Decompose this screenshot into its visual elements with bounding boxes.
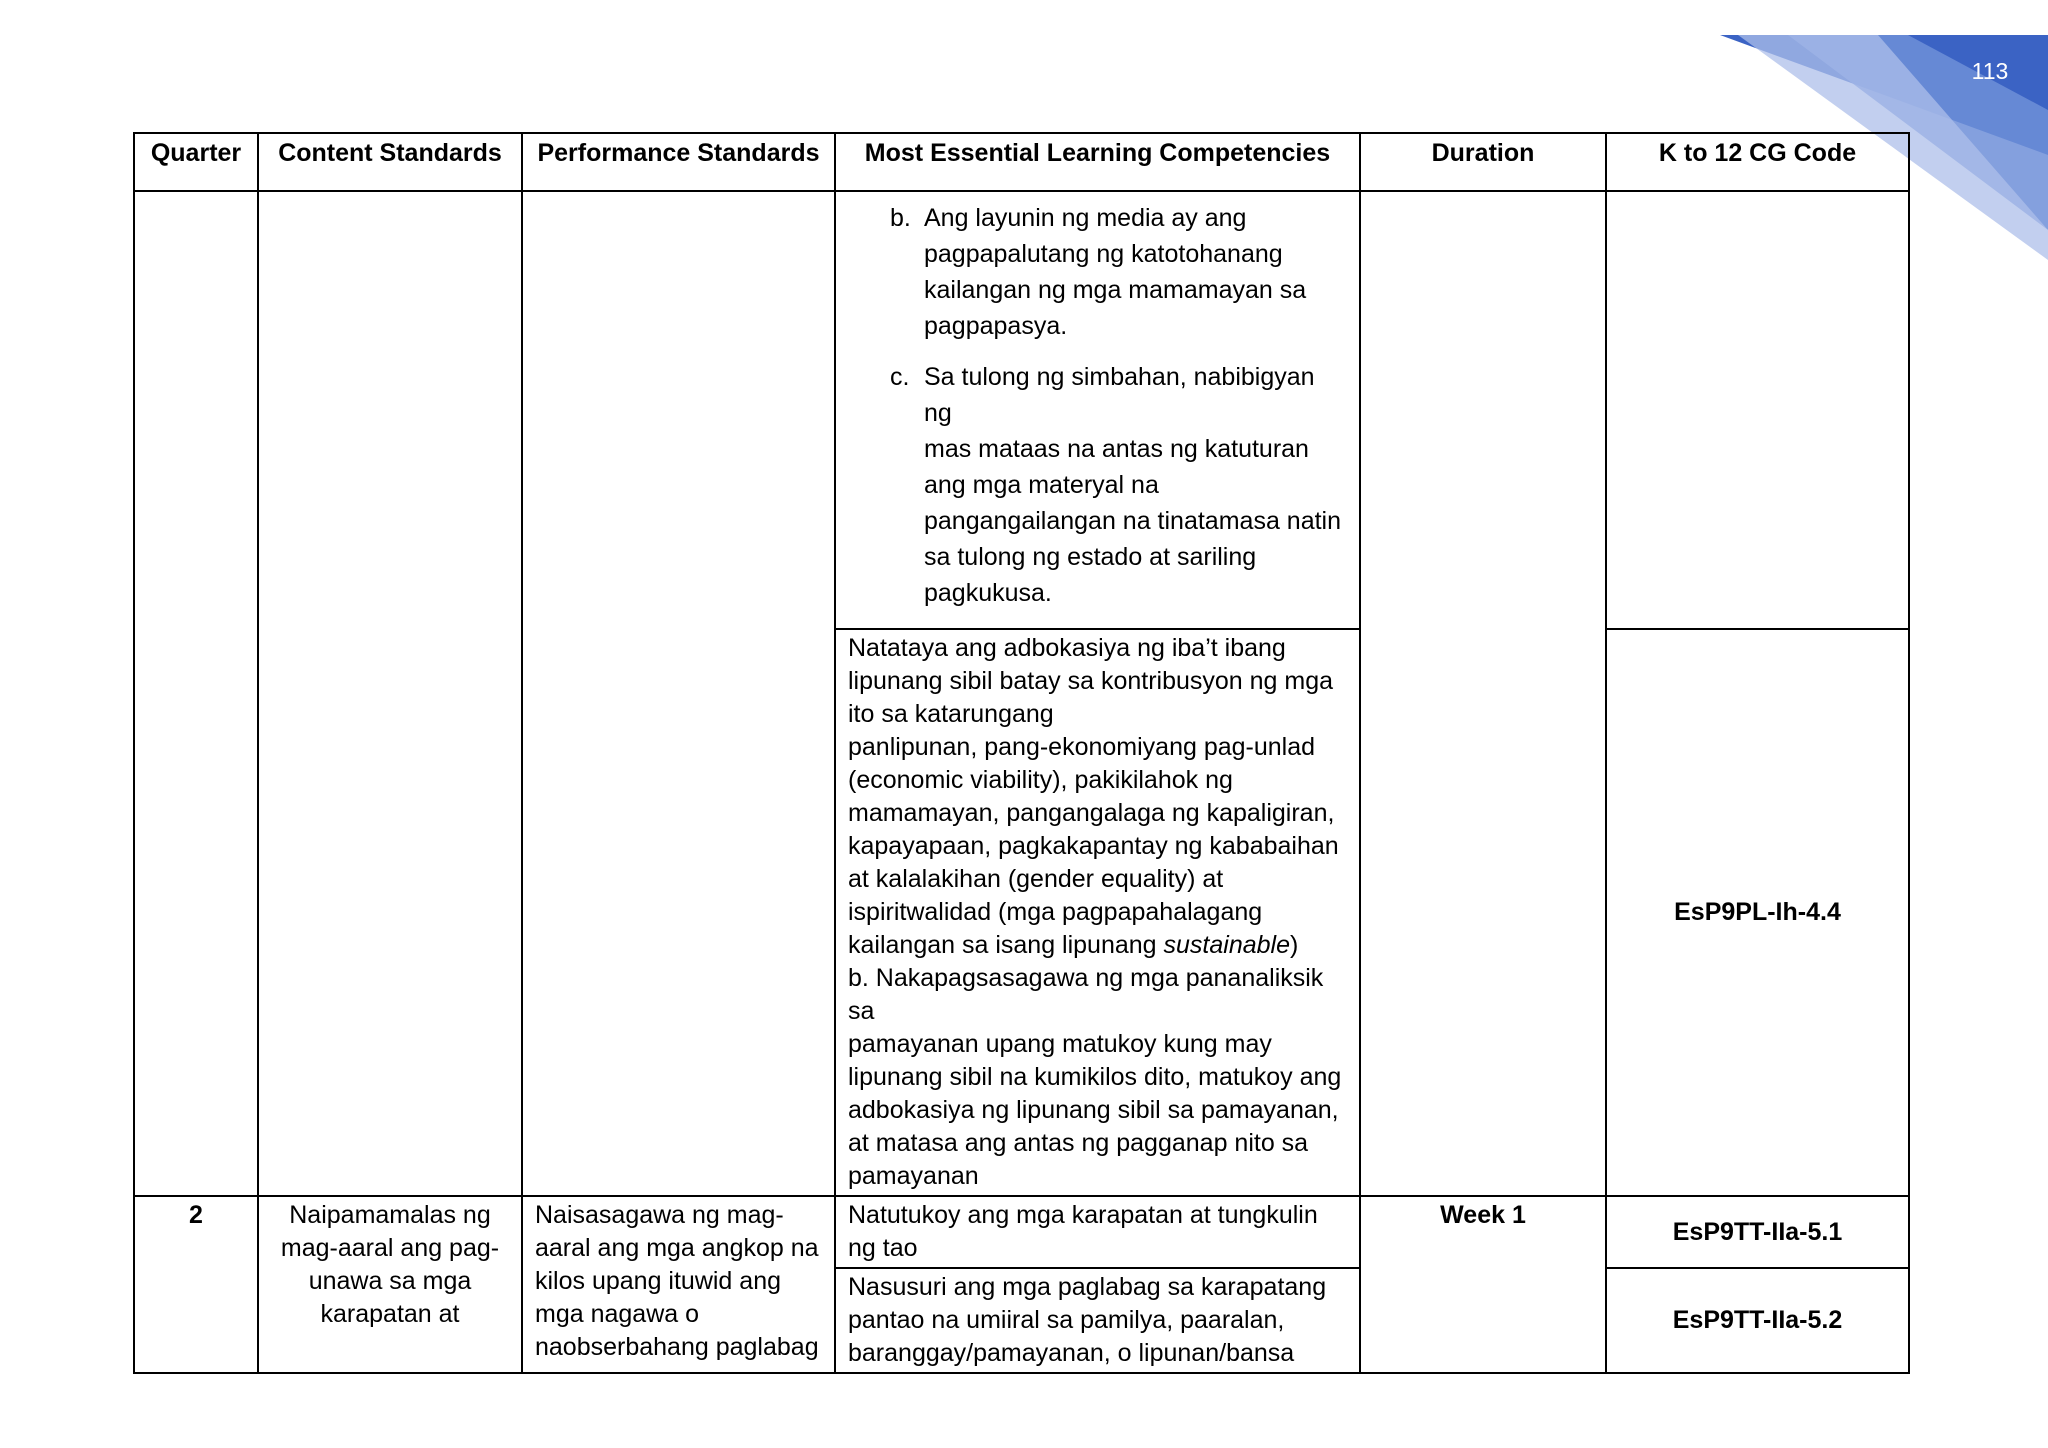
list-marker: b. xyxy=(890,204,911,232)
text-line: kilos upang ituwid ang xyxy=(535,1267,781,1295)
quarter-cell-empty xyxy=(134,191,258,1196)
table-row xyxy=(134,1196,1909,1268)
list-item xyxy=(848,359,1347,611)
header-duration: Duration xyxy=(1360,133,1606,191)
text-line: Nasusuri ang mga paglabag sa karapatang xyxy=(848,1273,1327,1301)
text-line: at kalalakihan (gender equality) at xyxy=(848,865,1224,893)
cg-code-cell: EsP9PL-Ih-4.4 xyxy=(1606,629,1909,1196)
header-cg-code: K to 12 CG Code xyxy=(1606,133,1909,191)
text-line: adbokasiya ng lipunang sibil sa pamayanan, xyxy=(848,1096,1339,1124)
competency-sublist xyxy=(848,200,1347,611)
duration-cell-empty xyxy=(1360,191,1606,1196)
text-line: ng tao xyxy=(848,1234,918,1262)
text-line: pagkukusa. xyxy=(924,579,1052,607)
text-line: ispiritwalidad (mga pagpapahalagang xyxy=(848,898,1263,926)
text-line: aaral ang mga angkop na xyxy=(535,1234,819,1262)
header-row xyxy=(134,133,1909,191)
melc-table xyxy=(133,132,1910,1374)
text-line: baranggay/pamayanan, o lipunan/bansa xyxy=(848,1339,1295,1367)
text-line: Naipamamalas ng xyxy=(289,1201,491,1229)
text-line: ito sa katarungang xyxy=(848,700,1054,728)
text-fragment: ) xyxy=(1290,931,1299,959)
duration-cell: Week 1 xyxy=(1360,1196,1606,1373)
text-line: Natataya ang adbokasiya ng iba’t ibang xyxy=(848,634,1286,662)
content-standards-cell xyxy=(258,1196,522,1373)
text-line: karapatan at xyxy=(320,1300,460,1328)
text-line: pamayanan xyxy=(848,1162,979,1190)
page-number: 113 xyxy=(1971,58,2009,84)
competency-cell-list xyxy=(835,191,1360,629)
quarter-cell: 2 xyxy=(134,1196,258,1373)
performance-standards-cell-empty xyxy=(522,191,835,1196)
text-line: kailangan ng mga mamamayan sa xyxy=(924,276,1307,304)
text-line: mag-aaral ang pag- xyxy=(280,1234,500,1262)
list-marker: c. xyxy=(890,363,910,391)
header-performance-standards: Performance Standards xyxy=(522,133,835,191)
competency-cell xyxy=(835,1268,1360,1373)
content-standards-cell-empty xyxy=(258,191,522,1196)
list-item xyxy=(848,200,1347,344)
header-content-standards: Content Standards xyxy=(258,133,522,191)
text-line: Natutukoy ang mga karapatan at tungkulin xyxy=(848,1201,1318,1229)
header-quarter: Quarter xyxy=(134,133,258,191)
code-cell-empty xyxy=(1606,191,1909,629)
text-line: lipunang sibil batay sa kontribusyon ng mga xyxy=(848,667,1334,695)
text-line-italic-mix xyxy=(848,929,1347,962)
text-line: Ang layunin ng media ay ang xyxy=(924,204,1247,232)
cg-code-cell: EsP9TT-IIa-5.2 xyxy=(1606,1268,1909,1373)
text-line: lipunang sibil na kumikilos dito, matukoy ang xyxy=(848,1063,1342,1091)
text-line: ang mga materyal na xyxy=(924,471,1159,499)
text-line: pantao na umiiral sa pamilya, paaralan, xyxy=(848,1306,1285,1334)
table-row xyxy=(134,191,1909,629)
text-line: pangangailangan na tinatamasa natin xyxy=(924,507,1342,535)
text-line: sa tulong ng estado at sariling xyxy=(924,543,1257,571)
text-line: Sa tulong ng simbahan, nabibigyan ng xyxy=(924,363,1315,427)
text-line: at matasa ang antas ng pagganap nito sa xyxy=(848,1129,1309,1157)
text-line: panlipunan, pang-ekonomiyang pag-unlad xyxy=(848,733,1316,761)
text-line: mga nagawa o xyxy=(535,1300,700,1328)
cg-code-cell: EsP9TT-IIa-5.1 xyxy=(1606,1196,1909,1268)
text-line: pamayanan upang matukoy kung may xyxy=(848,1030,1272,1058)
text-line: pagpapasya. xyxy=(924,312,1068,340)
text-line: mamamayan, pangangalaga ng kapaligiran, xyxy=(848,799,1335,827)
text-line: Naisasagawa ng mag- xyxy=(535,1201,784,1229)
text-line: mas mataas na antas ng katuturan xyxy=(924,435,1309,463)
italic-word: sustainable xyxy=(1163,931,1290,959)
text-fragment: kailangan sa isang lipunang xyxy=(848,931,1164,959)
performance-standards-cell xyxy=(522,1196,835,1373)
competency-cell xyxy=(835,1196,1360,1268)
header-melc: Most Essential Learning Competencies xyxy=(835,133,1360,191)
text-line: pagpapalutang ng katotohanang xyxy=(924,240,1283,268)
text-line: naobserbahang paglabag xyxy=(535,1333,819,1361)
competency-cell-adbokasiya xyxy=(835,629,1360,1196)
text-line: (economic viability), pakikilahok ng xyxy=(848,766,1233,794)
text-line: unawa sa mga xyxy=(308,1267,472,1295)
text-line: kapayapaan, pagkakapantay ng kababaihan xyxy=(848,832,1339,860)
text-line: b. Nakapagsasagawa ng mga pananaliksik sa xyxy=(848,964,1324,1025)
